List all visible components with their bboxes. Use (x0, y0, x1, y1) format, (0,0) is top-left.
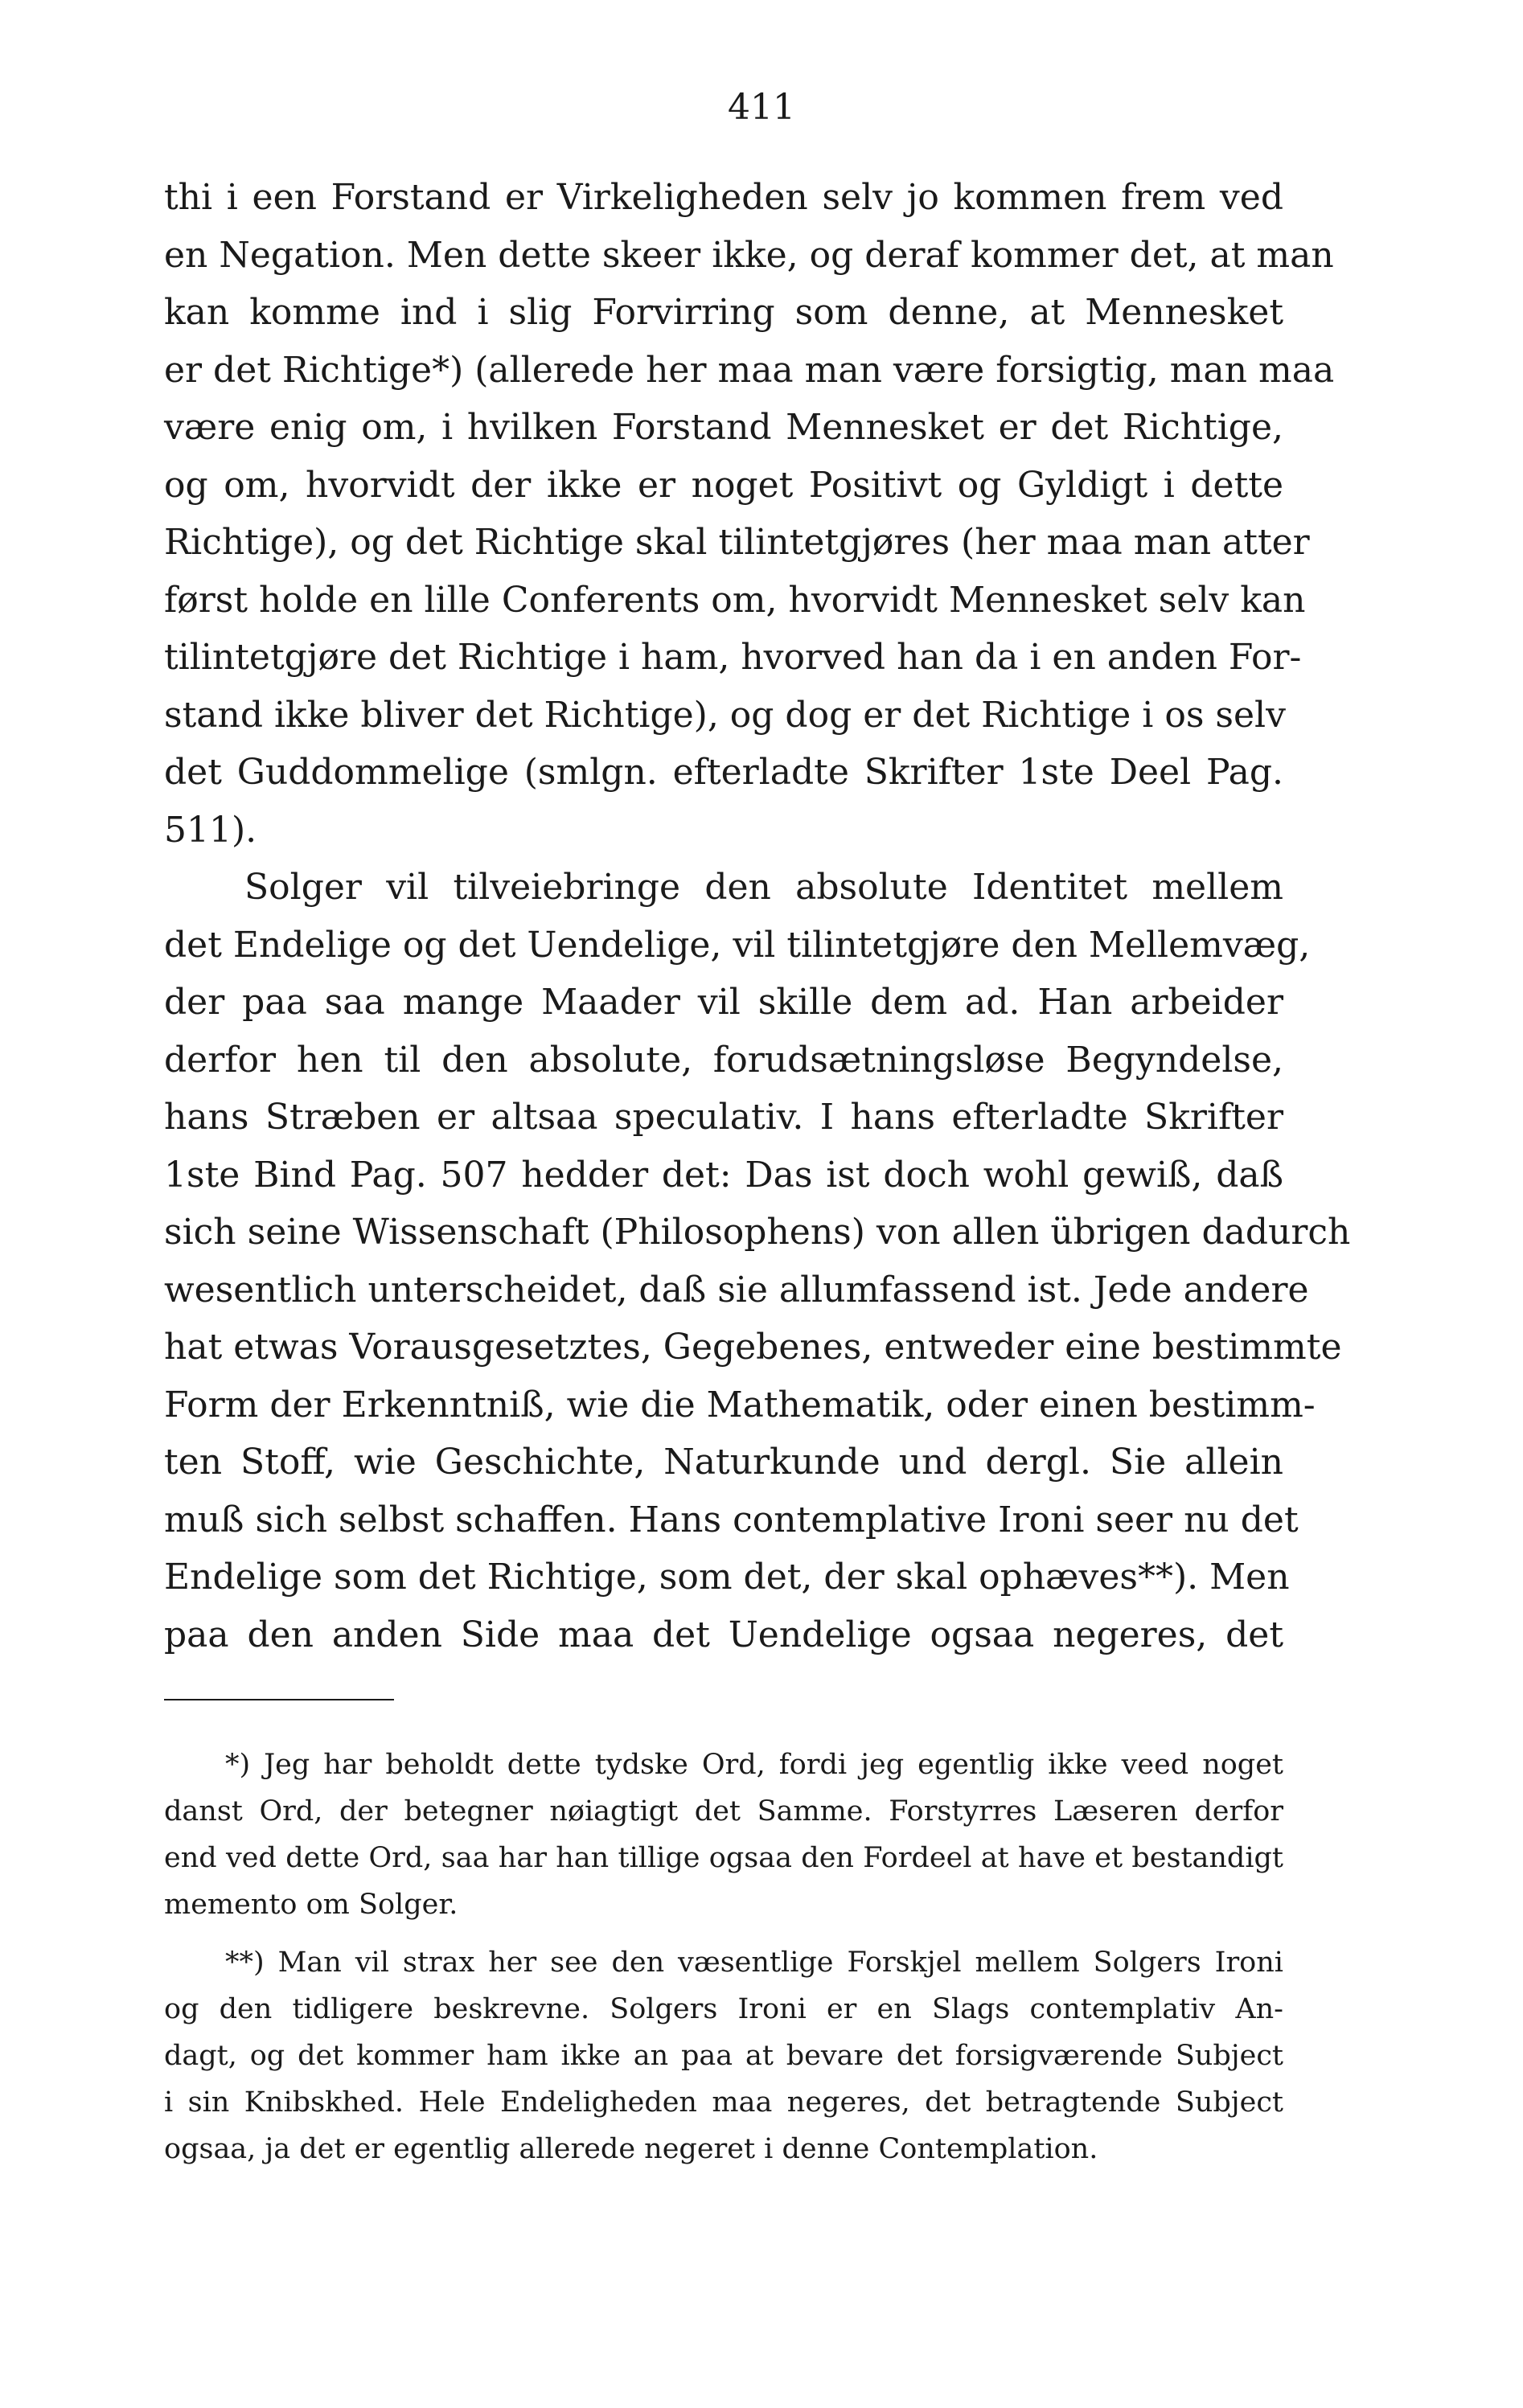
text-line: hans Stræben er altsaa speculativ. I hans efterladte Skrifter (164, 1097, 1283, 1138)
text-line: 511). (164, 809, 257, 851)
text-line: der paa saa mange Maader vil skille dem ad. Han arbeider (164, 982, 1283, 1023)
text-line: tilintetgjøre det Richtige i ham, hvorved han da i en anden For- (164, 637, 1302, 678)
text-line: det Guddommelige (smlgn. efterladte Skrifter 1ste Deel Pag. (164, 752, 1283, 793)
text-line: kan komme ind i slig Forvirring som denne, at Mennesket (164, 292, 1283, 333)
footnote-2 (164, 1939, 1283, 2172)
text-line: wesentlich unterscheidet, daß sie allumfassend ist. Jede andere (164, 1269, 1309, 1311)
body-text (164, 169, 1351, 1663)
text-line: derfor hen til den absolute, forudsætningsløse Begyndelse, (164, 1039, 1283, 1081)
text-line: paa den anden Side maa det Uendelige ogsaa negeres, det (164, 1614, 1283, 1655)
text-line: Richtige), og det Richtige skal tilintetgjøres (her maa man atter (164, 522, 1310, 563)
footnote-1 (164, 1741, 1283, 1928)
text-line: muß sich selbst schaffen. Hans contemplative Ironi seer nu det (164, 1499, 1299, 1540)
footnotes (164, 1741, 1283, 2172)
footnote-line: i sin Knibskhed. Hele Endeligheden maa negeres, det betragtende Subject (164, 2086, 1283, 2119)
text-line: en Negation. Men dette skeer ikke, og deraf kommer det, at man (164, 234, 1334, 276)
footnote-line: *) Jeg har beholdt dette tydske Ord, fordi jeg egentlig ikke veed noget (225, 1749, 1283, 1781)
text-line: thi i een Forstand er Virkeligheden selv jo kommen frem ved (164, 177, 1283, 218)
footnote-line: end ved dette Ord, saa har han tillige ogsaa den Fordeel at have et bestandigt (164, 1842, 1283, 1874)
page-number: 411 (728, 87, 795, 128)
footnote-line: dagt, og det kommer ham ikke an paa at bevare det forsigværende Subject (164, 2040, 1283, 2072)
text-line: ten Stoff, wie Geschichte, Naturkunde und dergl. Sie allein (164, 1442, 1283, 1483)
footnote-line: og den tidligere beskrevne. Solgers Ironi er en Slags contemplativ An- (164, 1993, 1283, 2025)
footnote-line: memento om Solger. (164, 1889, 458, 1921)
text-line: Form der Erkenntniß, wie die Mathematik, oder einen bestimm- (164, 1384, 1316, 1426)
footnote-line: **) Man vil strax her see den væsentlige Forskjel mellem Solgers Ironi (225, 1947, 1283, 1979)
text-line: hat etwas Vorausgesetztes, Gegebenes, entweder eine bestimmte (164, 1327, 1342, 1368)
text-line: det Endelige og det Uendelige, vil tilintetgjøre den Mellemvæg, (164, 924, 1311, 966)
footnote-rule (164, 1699, 394, 1700)
text-line: er det Richtige*) (allerede her maa man være forsigtig, man maa (164, 349, 1335, 391)
text-line: stand ikke bliver det Richtige), og dog er det Richtige i os selv (164, 694, 1286, 736)
footnote-line: ogsaa, ja det er egentlig allerede negeret i denne Contemplation. (164, 2133, 1098, 2165)
footnote-line: danst Ord, der betegner nøiagtigt det Samme. Forstyrres Læseren derfor (164, 1795, 1283, 1828)
text-line: være enig om, i hvilken Forstand Mennesket er det Richtige, (164, 407, 1283, 448)
text-line: Endelige som det Richtige, som det, der skal ophæves**). Men (164, 1557, 1290, 1598)
text-line: Solger vil tilveiebringe den absolute Identitet mellem (244, 867, 1283, 908)
text-line: sich seine Wissenschaft (Philosophens) von allen übrigen dadurch (164, 1212, 1351, 1253)
text-line: og om, hvorvidt der ikke er noget Positivt og Gyldigt i dette (164, 464, 1283, 506)
text-line: 1ste Bind Pag. 507 hedder det: Das ist doch wohl gewiß, daß (164, 1154, 1283, 1196)
text-line: først holde en lille Conferents om, hvorvidt Mennesket selv kan (164, 579, 1306, 621)
